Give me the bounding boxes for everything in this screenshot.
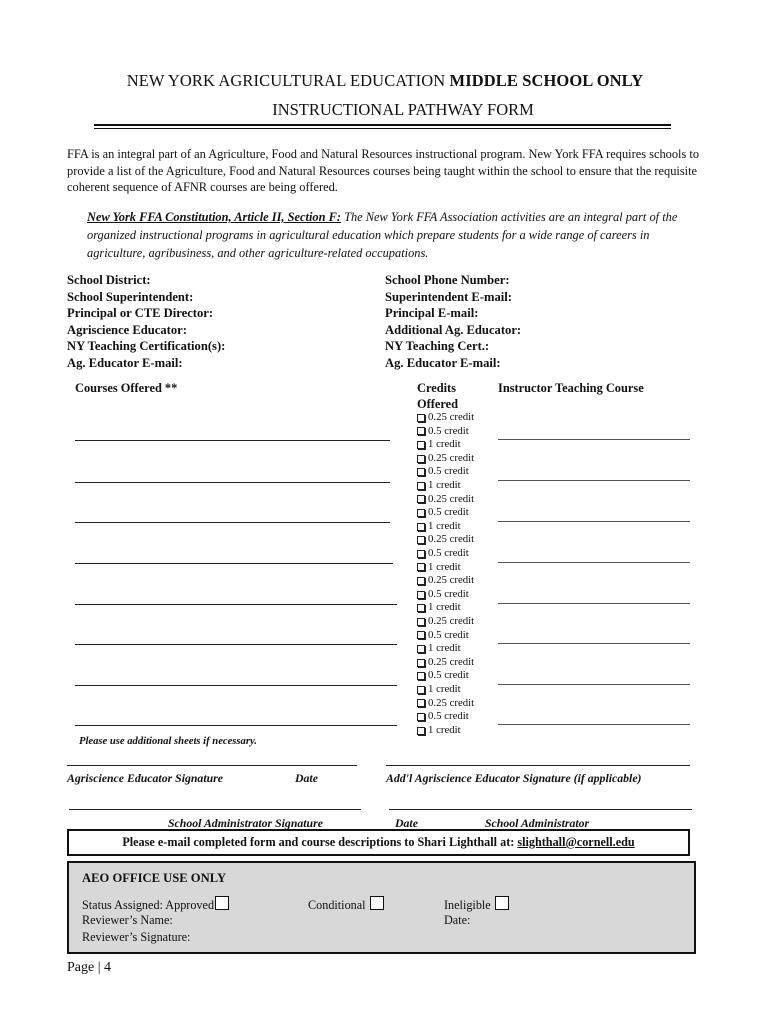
credit-options [417, 615, 474, 656]
credit-option[interactable] [417, 642, 474, 656]
additional-educator-signature-line[interactable] [386, 765, 690, 766]
school-info-left [67, 272, 225, 371]
credit-checkbox[interactable] [417, 645, 425, 653]
date-label-2: Date [395, 816, 418, 830]
credit-checkbox[interactable] [417, 713, 425, 721]
form-title [0, 71, 770, 91]
credit-option[interactable] [417, 697, 474, 711]
office-use-title: AEO OFFICE USE ONLY [82, 871, 227, 885]
credit-option-label: 0.25 credit [428, 411, 475, 423]
credit-option[interactable] [417, 561, 474, 575]
credit-option[interactable] [417, 601, 474, 615]
credit-checkbox[interactable] [417, 659, 425, 667]
field-superintendent-email[interactable]: Superintendent E-mail: [385, 289, 512, 304]
credit-option-label: 0.5 credit [428, 587, 469, 600]
credit-option-label: 0.25 credit [428, 492, 475, 505]
credit-option-label: 0.5 credit [428, 506, 469, 519]
field-agriscience-educator[interactable]: Agriscience Educator: [67, 322, 187, 337]
credit-options [417, 411, 474, 452]
credit-checkbox[interactable] [417, 604, 425, 612]
credit-checkbox[interactable] [417, 591, 425, 599]
credit-option[interactable] [417, 520, 474, 534]
additional-sheets-note: Please use additional sheets if necessary. [79, 736, 257, 747]
status-approved [82, 896, 229, 914]
credit-checkbox[interactable] [417, 631, 425, 639]
credit-option[interactable] [417, 629, 474, 643]
credit-option[interactable] [417, 615, 474, 629]
credit-option[interactable] [417, 724, 474, 738]
instructor-line[interactable] [498, 643, 690, 644]
educator-signature-label: Agriscience Educator Signature [67, 771, 223, 785]
credit-option[interactable] [417, 669, 474, 683]
credit-option-label: 0.5 credit [428, 465, 469, 478]
email-instructions-text: Please e-mail completed form and course descriptions to Shari Lighthall at: [122, 835, 518, 849]
title-divider-thin [94, 128, 671, 129]
instructor-line[interactable] [498, 724, 690, 725]
credit-option-label: 0.25 credit [428, 533, 475, 546]
instructor-line[interactable] [498, 603, 690, 604]
review-date-field[interactable]: Date: [444, 913, 471, 927]
instructor-line[interactable] [498, 684, 690, 685]
credit-options [417, 697, 474, 738]
credit-option-label: 1 credit [428, 438, 461, 451]
credit-option-label: 0.25 credit [428, 655, 475, 668]
page-number: Page | 4 [67, 960, 112, 975]
course-name-line[interactable] [75, 644, 397, 645]
credit-option-label: 1 credit [428, 682, 461, 695]
credit-option[interactable] [417, 452, 474, 466]
instructor-line[interactable] [498, 521, 690, 522]
administrator-date-line[interactable] [389, 809, 692, 810]
credit-option-label: 0.5 credit [428, 546, 469, 559]
form-title-bold: MIDDLE SCHOOL ONLY [449, 71, 644, 90]
credit-checkbox[interactable] [417, 550, 425, 558]
credit-checkbox[interactable] [417, 563, 425, 571]
additional-educator-signature-label: Add'l Agriscience Educator Signature (if applicable) [386, 771, 642, 785]
field-additional-educator[interactable]: Additional Ag. Educator: [385, 322, 522, 337]
credit-option-label: 0.25 credit [428, 451, 475, 464]
quote-text: The New York FFA Association activities are an integral part of the organized instructional programs in agricultural education which prepare students for a wide range of careers in agriculture, agribusiness, and other agriculture-related occupations. [87, 210, 678, 260]
administrator-label-2: School Administrator [485, 816, 590, 830]
field-teaching-certification[interactable]: NY Teaching Certification(s): [67, 339, 226, 353]
credit-checkbox[interactable] [417, 455, 425, 463]
credit-checkbox[interactable] [417, 727, 425, 735]
credit-options [417, 533, 474, 574]
credit-checkbox[interactable] [417, 672, 425, 680]
status-ineligible [444, 896, 509, 914]
credit-option-label: 0.25 credit [428, 696, 475, 709]
reviewer-signature-field[interactable]: Reviewer’s Signature: [82, 930, 191, 944]
email-instructions-box [67, 829, 690, 856]
course-name-line[interactable] [75, 604, 397, 605]
credit-option[interactable] [417, 493, 474, 507]
credit-checkbox[interactable] [417, 509, 425, 517]
credit-checkbox[interactable] [417, 468, 425, 476]
instructor-line[interactable] [498, 439, 690, 440]
credit-checkbox[interactable] [417, 495, 425, 503]
credit-option[interactable] [417, 411, 474, 425]
credit-option-label: 0.5 credit [428, 424, 469, 437]
credit-option-label: 0.25 credit [428, 615, 475, 627]
credit-checkbox[interactable] [417, 699, 425, 707]
instructor-header: Instructor Teaching Course [498, 381, 644, 395]
credit-option-label: 1 credit [428, 723, 461, 736]
office-use-box [67, 861, 696, 954]
credit-option-label: 1 credit [428, 601, 461, 614]
credits-header-line2: Offered [417, 397, 459, 411]
credit-option[interactable] [417, 683, 474, 697]
credits-header-line1: Credits [417, 381, 457, 395]
credit-checkbox[interactable] [417, 441, 425, 449]
credit-option[interactable] [417, 533, 474, 547]
credit-option[interactable] [417, 547, 474, 561]
field-educator-email[interactable]: Ag. Educator E-mail: [67, 355, 183, 370]
course-name-line[interactable] [75, 440, 390, 441]
credit-checkbox[interactable] [417, 577, 425, 585]
administrator-signature-line[interactable] [69, 809, 361, 810]
course-name-line[interactable] [75, 482, 390, 483]
email-link[interactable]: slighthall@cornell.edu [517, 835, 635, 849]
course-name-line[interactable] [75, 725, 397, 726]
conditional-checkbox[interactable] [370, 896, 384, 910]
credit-options [417, 574, 474, 615]
status-ineligible-label: Ineligible [444, 898, 491, 912]
courses-offered-header: Courses Offered ** [75, 381, 178, 395]
course-name-line[interactable] [75, 563, 393, 564]
credit-option-label: 1 credit [428, 560, 461, 573]
credit-option-label: 1 credit [428, 642, 461, 655]
credit-checkbox[interactable] [417, 618, 425, 626]
credit-option[interactable] [417, 656, 474, 670]
credit-option-label: 0.5 credit [428, 710, 469, 723]
course-name-line[interactable] [75, 522, 390, 523]
credit-checkbox[interactable] [417, 414, 425, 422]
field-school-superintendent[interactable]: School Superintendent: [67, 289, 194, 304]
ineligible-checkbox[interactable] [495, 896, 509, 910]
credit-options [417, 452, 474, 493]
reviewer-name-field[interactable]: Reviewer’s Name: [82, 913, 173, 927]
instructor-line[interactable] [498, 562, 690, 563]
intro-paragraph: FFA is an integral part of an Agriculture, Food and Natural Resources instructional program. New York FFA requires schools to provide a list of the Agriculture, Food and Natural Resources courses being taught within the school to ensure that the requisite coherent sequence of AFNR courses are being offered. [67, 147, 700, 194]
credit-checkbox[interactable] [417, 427, 425, 435]
course-name-line[interactable] [75, 685, 397, 686]
status-conditional-label: Conditional [308, 898, 366, 912]
field-school-district[interactable]: School District: [67, 273, 151, 287]
credit-checkbox[interactable] [417, 482, 425, 490]
credit-option-label: 0.25 credit [428, 574, 475, 587]
field-principal[interactable]: Principal or CTE Director: [67, 306, 214, 320]
status-approved-label: Status Assigned: Approved [82, 898, 215, 912]
credit-option[interactable] [417, 438, 474, 452]
title-divider-thick [94, 124, 671, 126]
status-conditional [308, 896, 384, 914]
credit-checkbox[interactable] [417, 686, 425, 694]
credit-checkbox[interactable] [417, 523, 425, 531]
constitution-quote [87, 208, 697, 262]
administrator-signature-label: School Administrator Signature [168, 816, 323, 830]
field-ag-educator-email[interactable]: Ag. Educator E-mail: [385, 355, 501, 370]
field-principal-email[interactable]: Principal E-mail: [385, 306, 479, 320]
form-title-normal: NEW YORK AGRICULTURAL EDUCATION [126, 71, 450, 90]
field-school-phone[interactable]: School Phone Number: [385, 273, 510, 287]
credit-option-label: 0.5 credit [428, 669, 469, 682]
credit-option-label: 1 credit [428, 478, 461, 491]
credit-option[interactable] [417, 479, 474, 493]
instructor-line[interactable] [498, 480, 690, 481]
credit-option[interactable] [417, 425, 474, 439]
date-label-1: Date [295, 771, 318, 785]
quote-citation: New York FFA Constitution, Article II, Section F: [87, 210, 341, 224]
credit-options [417, 493, 474, 534]
educator-signature-line[interactable] [67, 765, 357, 766]
credit-option-label: 0.5 credit [428, 628, 469, 641]
credit-option[interactable] [417, 465, 474, 479]
credit-option[interactable] [417, 588, 474, 602]
credit-option[interactable] [417, 710, 474, 724]
field-ny-teaching-cert[interactable]: NY Teaching Cert.: [385, 339, 490, 353]
school-info-right [385, 272, 521, 371]
credit-option[interactable] [417, 574, 474, 588]
credit-option-label: 1 credit [428, 519, 461, 532]
credit-checkbox[interactable] [417, 536, 425, 544]
approved-checkbox[interactable] [215, 896, 229, 910]
credit-option[interactable] [417, 506, 474, 520]
credit-options [417, 656, 474, 697]
form-subtitle: INSTRUCTIONAL PATHWAY FORM [272, 100, 534, 119]
